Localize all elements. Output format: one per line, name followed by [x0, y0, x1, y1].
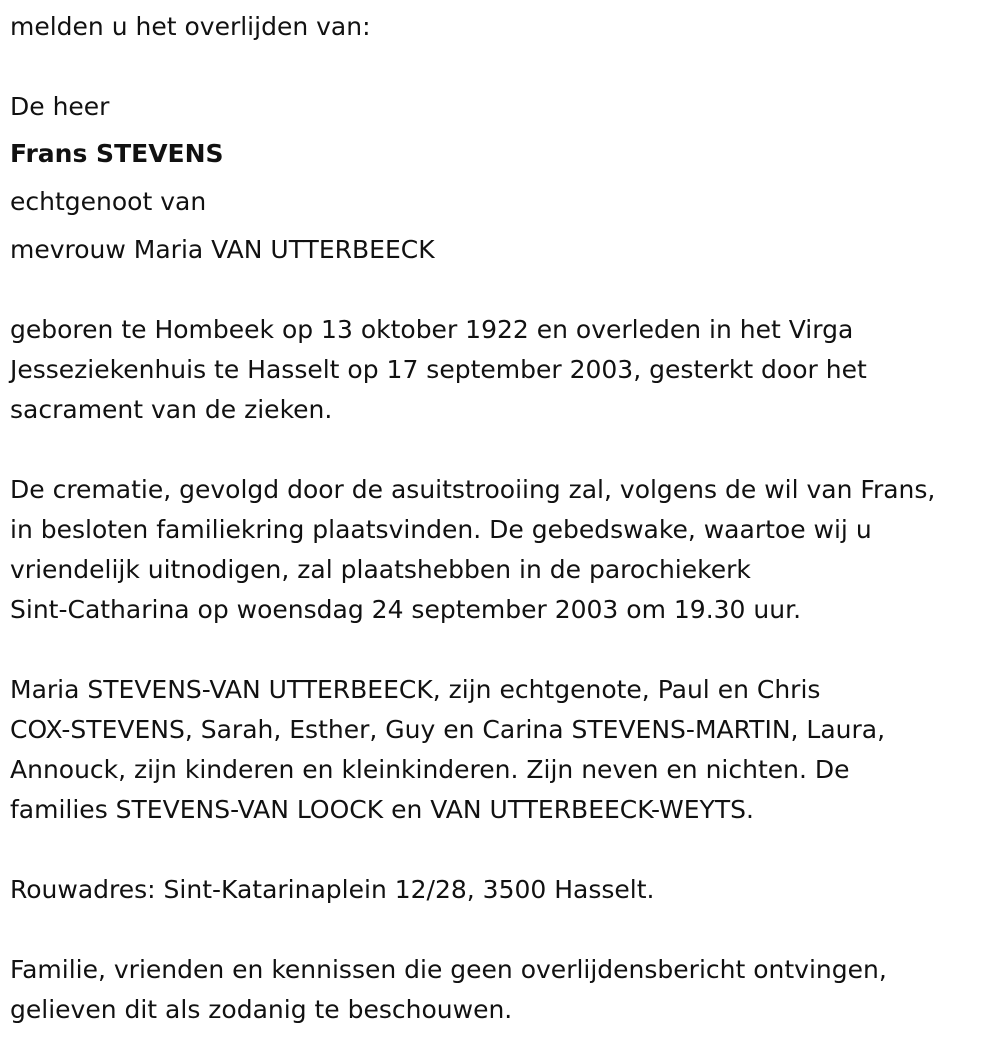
paragraph-line: gelieven dit als zodanig te beschouwen. [10, 995, 513, 1024]
closing-paragraph [10, 950, 995, 1030]
intro-text: melden u het overlijden van: [10, 12, 371, 41]
paragraph-line: Sint-Catharina op woensdag 24 september 2003 om 19.30 uur. [10, 595, 802, 624]
paragraph-line: Jesseziekenhuis te Hasselt op 17 september 2003, gesterkt door het [10, 355, 867, 384]
paragraph-line: Maria STEVENS-VAN UTTERBEECK, zijn echtgenote, Paul en Chris [10, 675, 821, 704]
paragraph-line: Annouck, zijn kinderen en kleinkinderen. Zijn neven en nichten. De [10, 755, 850, 784]
paragraph-line: geboren te Hombeek op 13 oktober 1922 en overleden in het Virga [10, 315, 854, 344]
relation-text: echtgenoot van [10, 187, 207, 216]
family-paragraph [10, 670, 995, 830]
birth-death-paragraph [10, 310, 995, 430]
paragraph-line: De crematie, gevolgd door de asuitstrooiing zal, volgens de wil van Frans, [10, 475, 936, 504]
paragraph-line: COX-STEVENS, Sarah, Esther, Guy en Carina STEVENS-MARTIN, Laura, [10, 715, 886, 744]
paragraph-line: families STEVENS-VAN LOOCK en VAN UTTERBEECK-WEYTS. [10, 795, 754, 824]
ceremony-paragraph [10, 470, 995, 630]
title-prefix: De heer [10, 92, 110, 121]
deceased-name: Frans STEVENS [10, 139, 224, 168]
paragraph-line: Familie, vrienden en kennissen die geen overlijdensbericht ontvingen, [10, 955, 887, 984]
paragraph-line: vriendelijk uitnodigen, zal plaatshebben in de parochiekerk [10, 555, 751, 584]
paragraph-line: in besloten familiekring plaatsvinden. De gebedswake, waartoe wij u [10, 515, 872, 544]
paragraph-line: sacrament van de zieken. [10, 395, 333, 424]
address-paragraph [10, 870, 995, 910]
mourning-address: Rouwadres: Sint-Katarinaplein 12/28, 3500 Hasselt. [10, 875, 655, 904]
spouse-name: mevrouw Maria VAN UTTERBEECK [10, 235, 435, 264]
